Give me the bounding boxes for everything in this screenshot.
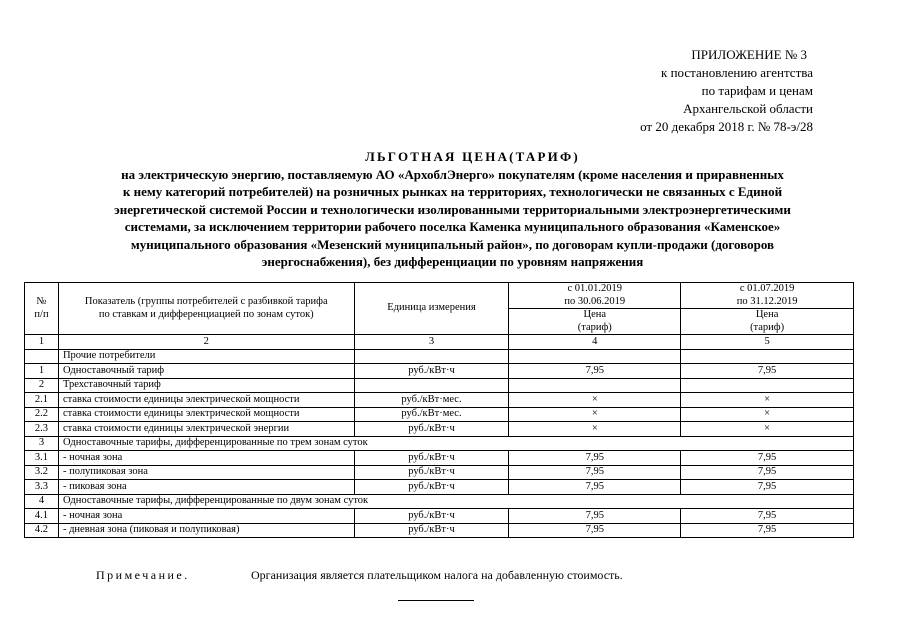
row-price-period-2: × <box>681 422 854 437</box>
row-price-period-2 <box>681 378 854 393</box>
appendix-line: от 20 декабря 2018 г. № 78-э/28 <box>640 119 813 134</box>
appendix-line: по тарифам и ценам <box>701 83 813 98</box>
row-indicator: ставка стоимости единицы электрической мощности <box>58 407 354 422</box>
table-row <box>25 349 854 364</box>
row-number: 4.2 <box>25 523 59 538</box>
table-row <box>25 436 854 451</box>
table-row <box>25 407 854 422</box>
row-unit: руб./кВт·ч <box>354 523 509 538</box>
note-text: Организация является плательщиком налога на добавленную стоимость. <box>251 568 623 582</box>
row-unit <box>354 349 509 364</box>
note <box>96 568 623 583</box>
table-row <box>25 451 854 466</box>
row-price-period-2: 7,95 <box>681 509 854 524</box>
document-heading <box>10 148 895 271</box>
appendix-title: ПРИЛОЖЕНИЕ № 3 <box>691 47 807 62</box>
row-price-period-1: 7,95 <box>509 364 681 379</box>
heading-line: к нему категорий потребителей) на розничных рынках на территориях, технологически не связанных с Единой <box>122 184 783 199</box>
row-price-period-1 <box>509 378 681 393</box>
row-number: 3.3 <box>25 480 59 495</box>
row-unit: руб./кВт·ч <box>354 451 509 466</box>
row-unit: руб./кВт·мес. <box>354 393 509 408</box>
row-price-period-1 <box>509 349 681 364</box>
row-unit: руб./кВт·ч <box>354 465 509 480</box>
table-row <box>25 523 854 538</box>
column-number: 3 <box>354 335 509 350</box>
row-number: 2.2 <box>25 407 59 422</box>
row-price-period-2 <box>681 349 854 364</box>
row-indicator: Одноставочный тариф <box>58 364 354 379</box>
row-indicator: Прочие потребители <box>58 349 354 364</box>
table-row <box>25 465 854 480</box>
row-price-period-1: × <box>509 407 681 422</box>
header-period-2: с 01.07.2019 по 31.12.2019 <box>681 283 854 309</box>
row-number: 3.2 <box>25 465 59 480</box>
row-unit: руб./кВт·ч <box>354 509 509 524</box>
row-unit: руб./кВт·ч <box>354 422 509 437</box>
row-price-period-1: 7,95 <box>509 523 681 538</box>
row-number <box>25 349 59 364</box>
row-price-period-1: 7,95 <box>509 465 681 480</box>
row-indicator: ставка стоимости единицы электрической мощности <box>58 393 354 408</box>
row-price-period-1: × <box>509 422 681 437</box>
table-row <box>25 393 854 408</box>
heading-line: энергетической системой России и технологически изолированными территориальными электроэнергетическими <box>114 201 791 217</box>
table-row <box>25 509 854 524</box>
note-label: Примечание. <box>96 568 190 582</box>
row-number: 3.1 <box>25 451 59 466</box>
appendix-block <box>553 46 813 136</box>
header-price-1: Цена (тариф) <box>509 309 681 335</box>
heading-line: энергоснабжения), без дифференциации по уровням напряжения <box>261 254 644 269</box>
column-number: 2 <box>58 335 354 350</box>
appendix-line: к постановлению агентства <box>661 65 813 80</box>
header-period-1: с 01.01.2019 по 30.06.2019 <box>509 283 681 309</box>
row-number: 2.1 <box>25 393 59 408</box>
table-row <box>25 480 854 495</box>
row-indicator: Одноставочные тарифы, дифференцированные по двум зонам суток <box>58 494 853 509</box>
row-number: 2.3 <box>25 422 59 437</box>
row-indicator: - ночная зона <box>58 451 354 466</box>
row-price-period-2: × <box>681 393 854 408</box>
row-price-period-1: 7,95 <box>509 480 681 495</box>
heading-line: муниципального образования «Мезенский муниципальный район», по договорам купли-продажи (договоров <box>130 236 775 252</box>
row-unit: руб./кВт·ч <box>354 480 509 495</box>
row-indicator: - ночная зона <box>58 509 354 524</box>
row-number: 1 <box>25 364 59 379</box>
row-price-period-1: × <box>509 393 681 408</box>
row-price-period-2: 7,95 <box>681 523 854 538</box>
row-unit: руб./кВт·ч <box>354 364 509 379</box>
heading-title: ЛЬГОТНАЯ ЦЕНА(ТАРИФ) <box>365 149 580 164</box>
table-row <box>25 364 854 379</box>
heading-line: на электрическую энергию, поставляемую АО «АрхоблЭнерго» покупателям (кроме населения и приравненных <box>121 166 784 182</box>
header-indicator: Показатель (группы потребителей с разбивкой тарифа по ставкам и дифференциацией по зонам суток) <box>58 283 354 335</box>
row-number: 4 <box>25 494 59 509</box>
row-price-period-1: 7,95 <box>509 451 681 466</box>
table-row <box>25 422 854 437</box>
header-price-2: Цена (тариф) <box>681 309 854 335</box>
row-price-period-2: 7,95 <box>681 480 854 495</box>
row-indicator: - полупиковая зона <box>58 465 354 480</box>
row-indicator: - пиковая зона <box>58 480 354 495</box>
table-row <box>25 494 854 509</box>
row-indicator: - дневная зона (пиковая и полупиковая) <box>58 523 354 538</box>
row-number: 3 <box>25 436 59 451</box>
header-num: № п/п <box>25 283 59 335</box>
row-unit: руб./кВт·мес. <box>354 407 509 422</box>
row-price-period-2: 7,95 <box>681 364 854 379</box>
row-number: 4.1 <box>25 509 59 524</box>
row-number: 2 <box>25 378 59 393</box>
row-price-period-2: × <box>681 407 854 422</box>
row-unit <box>354 378 509 393</box>
row-price-period-1: 7,95 <box>509 509 681 524</box>
row-indicator: Одноставочные тарифы, дифференцированные по трем зонам суток <box>58 436 853 451</box>
table-row <box>25 378 854 393</box>
tariff-table <box>24 282 854 538</box>
header-unit: Единица измерения <box>354 283 509 335</box>
divider-line <box>398 600 474 601</box>
row-indicator: ставка стоимости единицы электрической энергии <box>58 422 354 437</box>
appendix-line: Архангельской области <box>683 101 813 116</box>
column-number: 1 <box>25 335 59 350</box>
row-price-period-2: 7,95 <box>681 451 854 466</box>
heading-line: системами, за исключением территории рабочего поселка Каменка муниципального образования «Каменское» <box>124 219 781 234</box>
row-indicator: Трехставочный тариф <box>58 378 354 393</box>
column-number: 5 <box>681 335 854 350</box>
row-price-period-2: 7,95 <box>681 465 854 480</box>
column-number: 4 <box>509 335 681 350</box>
